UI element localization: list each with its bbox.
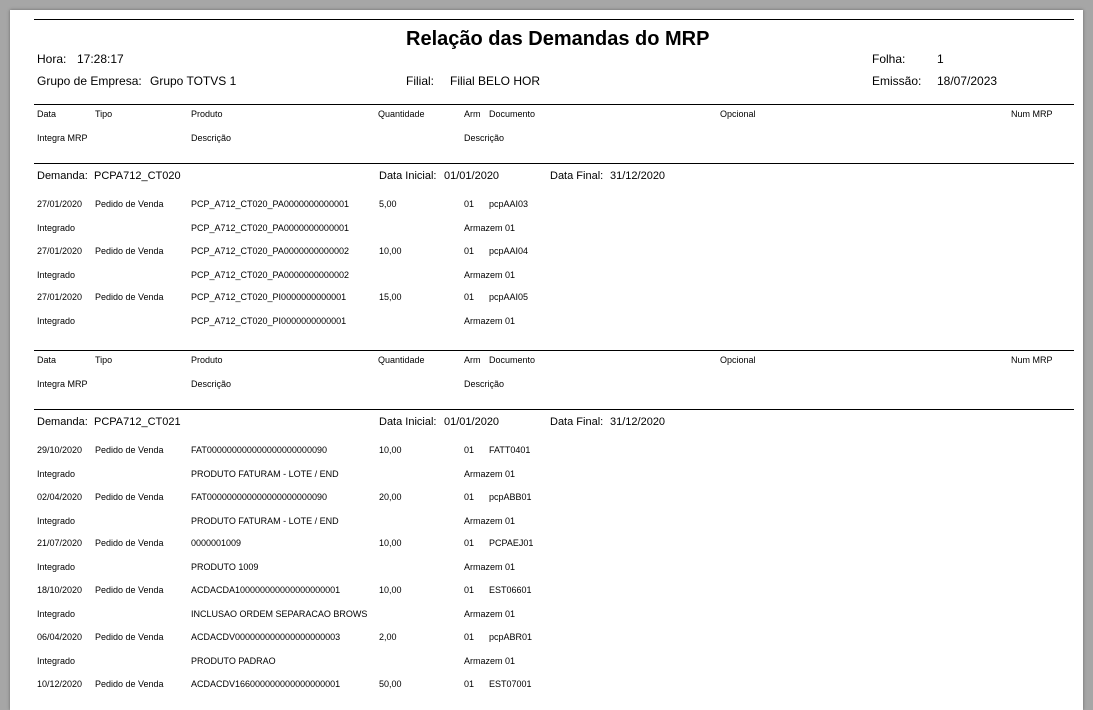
row-arm: 01 <box>464 585 475 596</box>
col-integra-mrp: Integra MRP <box>37 133 88 143</box>
demanda-code: PCPA712_CT021 <box>94 416 181 428</box>
demanda-label: Demanda: <box>37 170 88 182</box>
row-arm: 01 <box>464 491 475 502</box>
col-data: Data <box>37 109 57 119</box>
row-integra: Integrado <box>37 223 76 233</box>
row-armazem: Armazem 01 <box>464 562 516 573</box>
col-opcional: Opcional <box>720 355 756 365</box>
row-quantidade: 10,00 <box>379 445 402 455</box>
row-documento: pcpAAI05 <box>489 292 529 303</box>
row-tipo: Pedido de Venda <box>95 585 164 596</box>
data-final-label: Data Final: <box>550 170 604 182</box>
row-tipo: Pedido de Venda <box>95 199 164 209</box>
folha-value: 1 <box>937 52 944 66</box>
row-armazem: Armazem 01 <box>464 655 516 666</box>
report-title: Relação das Demandas do MRP <box>406 28 710 50</box>
row-integra: Integrado <box>37 515 76 526</box>
row-armazem: Armazem 01 <box>464 469 516 479</box>
row-tipo: Pedido de Venda <box>95 292 164 303</box>
emissao-value: 18/07/2023 <box>937 74 998 88</box>
row-tipo: Pedido de Venda <box>95 491 164 502</box>
row-armazem: Armazem 01 <box>464 269 516 280</box>
row-descricao: INCLUSAO ORDEM SEPARACAO BROWS <box>191 609 368 620</box>
report-page <box>10 10 1083 710</box>
row-date: 21/07/2020 <box>37 538 83 549</box>
row-documento: EST06601 <box>489 585 532 596</box>
row-descricao: PRODUTO 1009 <box>191 562 259 573</box>
emissao-label: Emissão: <box>872 74 922 88</box>
row-quantidade: 10,00 <box>379 585 402 596</box>
row-date: 18/10/2020 <box>37 585 83 596</box>
grupo-value: Grupo TOTVS 1 <box>150 74 237 88</box>
demand-rule <box>34 409 1074 410</box>
row-integra: Integrado <box>37 655 76 666</box>
row-integra: Integrado <box>37 316 76 327</box>
row-date: 10/12/2020 <box>37 678 83 689</box>
col-arm: Arm <box>464 109 481 119</box>
col-descricao-arm: Descrição <box>464 379 505 389</box>
hora-value: 17:28:17 <box>77 52 124 66</box>
row-armazem: Armazem 01 <box>464 515 516 526</box>
grupo-label: Grupo de Empresa: <box>37 74 142 88</box>
row-date: 27/01/2020 <box>37 199 83 209</box>
col-descricao-arm: Descrição <box>464 133 505 143</box>
row-tipo: Pedido de Venda <box>95 678 164 689</box>
row-produto: FAT000000000000000000000090 <box>191 445 327 455</box>
row-tipo: Pedido de Venda <box>95 538 164 549</box>
data-inicial-label: Data Inicial: <box>379 170 437 182</box>
demanda-label: Demanda: <box>37 416 88 428</box>
row-produto: FAT000000000000000000000090 <box>191 491 327 502</box>
row-date: 06/04/2020 <box>37 631 83 642</box>
row-armazem: Armazem 01 <box>464 609 516 620</box>
row-descricao: PRODUTO FATURAM - LOTE / END <box>191 469 339 479</box>
row-integra: Integrado <box>37 609 76 620</box>
data-inicial-label: Data Inicial: <box>379 416 437 428</box>
filial-label: Filial: <box>406 74 435 88</box>
row-armazem: Armazem 01 <box>464 223 516 233</box>
row-arm: 01 <box>464 678 475 689</box>
data-final-value: 31/12/2020 <box>610 170 666 182</box>
column-header-rule <box>34 104 1074 105</box>
row-date: 27/01/2020 <box>37 245 83 256</box>
col-descricao: Descrição <box>191 379 232 389</box>
col-descricao: Descrição <box>191 133 232 143</box>
data-inicial-value: 01/01/2020 <box>444 170 500 182</box>
data-final-label: Data Final: <box>550 416 604 428</box>
row-descricao: PCP_A712_CT020_PA0000000000001 <box>191 223 349 233</box>
col-integra-mrp: Integra MRP <box>37 379 88 389</box>
row-produto: PCP_A712_CT020_PI0000000000001 <box>191 292 347 303</box>
row-produto: ACDACDA100000000000000000001 <box>191 585 341 596</box>
filial-value: Filial BELO HOR <box>450 74 541 88</box>
row-documento: pcpAAI03 <box>489 199 529 209</box>
col-num-mrp: Num MRP <box>1011 109 1053 119</box>
hora-label: Hora: <box>37 52 67 66</box>
row-produto: 0000001009 <box>191 538 242 549</box>
row-descricao: PRODUTO FATURAM - LOTE / END <box>191 515 339 526</box>
row-documento: pcpAAI04 <box>489 245 529 256</box>
row-arm: 01 <box>464 199 475 209</box>
col-produto: Produto <box>191 355 223 365</box>
row-integra: Integrado <box>37 469 76 479</box>
col-tipo: Tipo <box>95 355 113 365</box>
row-quantidade: 50,00 <box>379 678 402 689</box>
col-tipo: Tipo <box>95 109 113 119</box>
demanda-code: PCPA712_CT020 <box>94 170 181 182</box>
col-quantidade: Quantidade <box>378 355 425 365</box>
row-quantidade: 5,00 <box>379 199 397 209</box>
col-data: Data <box>37 355 57 365</box>
row-produto: PCP_A712_CT020_PA0000000000002 <box>191 245 349 256</box>
row-arm: 01 <box>464 538 475 549</box>
row-date: 02/04/2020 <box>37 491 83 502</box>
col-arm: Arm <box>464 355 481 365</box>
row-quantidade: 2,00 <box>379 631 397 642</box>
row-documento: PCPAEJ01 <box>489 538 534 549</box>
row-documento: pcpABB01 <box>489 491 532 502</box>
row-arm: 01 <box>464 292 475 303</box>
row-documento: pcpABR01 <box>489 631 533 642</box>
row-quantidade: 15,00 <box>379 292 402 303</box>
row-quantidade: 20,00 <box>379 491 402 502</box>
row-quantidade: 10,00 <box>379 538 402 549</box>
row-produto: ACDACDV166000000000000000001 <box>191 678 341 689</box>
row-tipo: Pedido de Venda <box>95 631 164 642</box>
row-tipo: Pedido de Venda <box>95 445 164 455</box>
data-final-value: 31/12/2020 <box>610 416 666 428</box>
folha-label: Folha: <box>872 52 906 66</box>
row-armazem: Armazem 01 <box>464 316 516 327</box>
col-quantidade: Quantidade <box>378 109 425 119</box>
row-arm: 01 <box>464 445 475 455</box>
row-date: 29/10/2020 <box>37 445 83 455</box>
col-opcional: Opcional <box>720 109 756 119</box>
row-integra: Integrado <box>37 269 76 280</box>
row-arm: 01 <box>464 245 475 256</box>
row-descricao: PCP_A712_CT020_PI0000000000001 <box>191 316 347 327</box>
row-quantidade: 10,00 <box>379 245 402 256</box>
row-produto: ACDACDV000000000000000000003 <box>191 631 341 642</box>
row-documento: FATT0401 <box>489 445 531 455</box>
col-produto: Produto <box>191 109 223 119</box>
row-integra: Integrado <box>37 562 76 573</box>
col-documento: Documento <box>489 109 536 119</box>
col-num-mrp: Num MRP <box>1011 355 1053 365</box>
demand-rule <box>34 163 1074 164</box>
row-date: 27/01/2020 <box>37 292 83 303</box>
row-tipo: Pedido de Venda <box>95 245 164 256</box>
row-documento: EST07001 <box>489 678 532 689</box>
row-produto: PCP_A712_CT020_PA0000000000001 <box>191 199 349 209</box>
row-arm: 01 <box>464 631 475 642</box>
row-descricao: PRODUTO PADRAO <box>191 655 276 666</box>
column-header-rule <box>34 350 1074 351</box>
top-rule <box>34 19 1074 20</box>
row-descricao: PCP_A712_CT020_PA0000000000002 <box>191 269 349 280</box>
data-inicial-value: 01/01/2020 <box>444 416 500 428</box>
col-documento: Documento <box>489 355 536 365</box>
